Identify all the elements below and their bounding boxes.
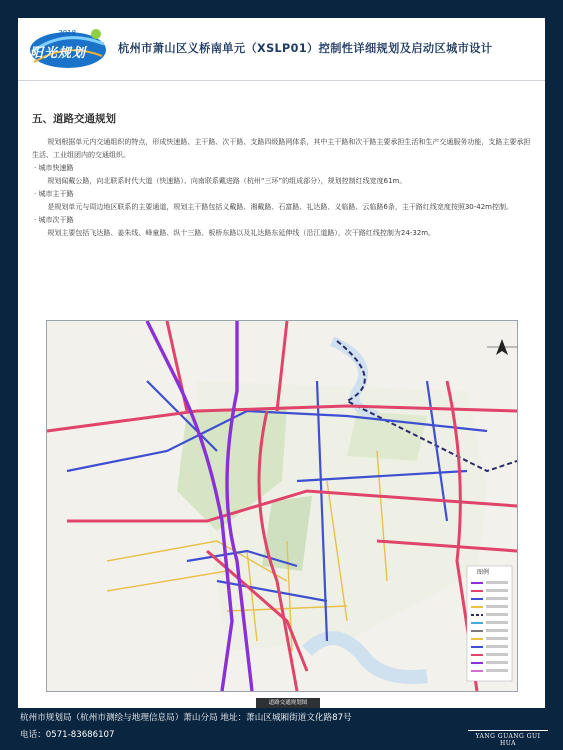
logo-year: 2018 xyxy=(58,29,76,37)
legend-title: 图例 xyxy=(477,569,490,576)
secondary-road-text: 规划主要包括飞达路、姜朱线、峰童路、纵十三路、板桥东路以及礼达路东延伸线（沿江道路），次干路红线控制为24-32m。 xyxy=(47,229,436,237)
road-traffic-section xyxy=(32,111,532,240)
footer-phone: 电话：0571-83686107 xyxy=(20,730,115,740)
arterial-heading: · 城市主干路 xyxy=(34,190,74,198)
section-title: 五、道路交通规划 xyxy=(32,113,116,125)
logo-text: 阳光规划 xyxy=(30,46,87,61)
document-page xyxy=(18,18,545,708)
document-title: 杭州市萧山区义桥南单元（XSLP01）控制性详细规划及启动区城市设计 xyxy=(118,42,493,55)
map-legend xyxy=(467,566,512,681)
secondary-road-heading: · 城市次干路 xyxy=(34,216,74,224)
road-planning-map xyxy=(46,320,518,692)
footer-brand: YANG GUANG GUI HUA xyxy=(468,730,548,745)
page-header xyxy=(18,18,545,81)
arterial-text: 是规划单元与周边地区联系的主要通道，规划主干路包括义戴路、湘戴路、石富路、礼达路、义临路、云临路6条，主干路红线宽度按照30-42m控制。 xyxy=(47,203,514,211)
page-footer xyxy=(0,708,563,750)
road-network-svg xyxy=(47,321,517,691)
expressway-text: 规划闻戴公路，向北联系时代大道（快速路）、向南联系戴进路（杭州“三环”的组成部分），规划控制红线宽度61m。 xyxy=(47,177,407,185)
footer-address: 杭州市规划局（杭州市测绘与地理信息局）萧山分局 地址：萧山区城厢街道文化路87号 xyxy=(20,713,352,723)
map-caption: 道路交通规划图 xyxy=(256,698,320,709)
expressway-heading: · 城市快速路 xyxy=(34,164,74,172)
intro-paragraph: 规划根据单元内交通组织的特点，形成快速路、主干路、次干路、支路四级路网体系，其中主干路和次干路主要承担生活和生产交通服务功能，支路主要承担生活、工业组团内的交通组织。 xyxy=(32,138,531,159)
